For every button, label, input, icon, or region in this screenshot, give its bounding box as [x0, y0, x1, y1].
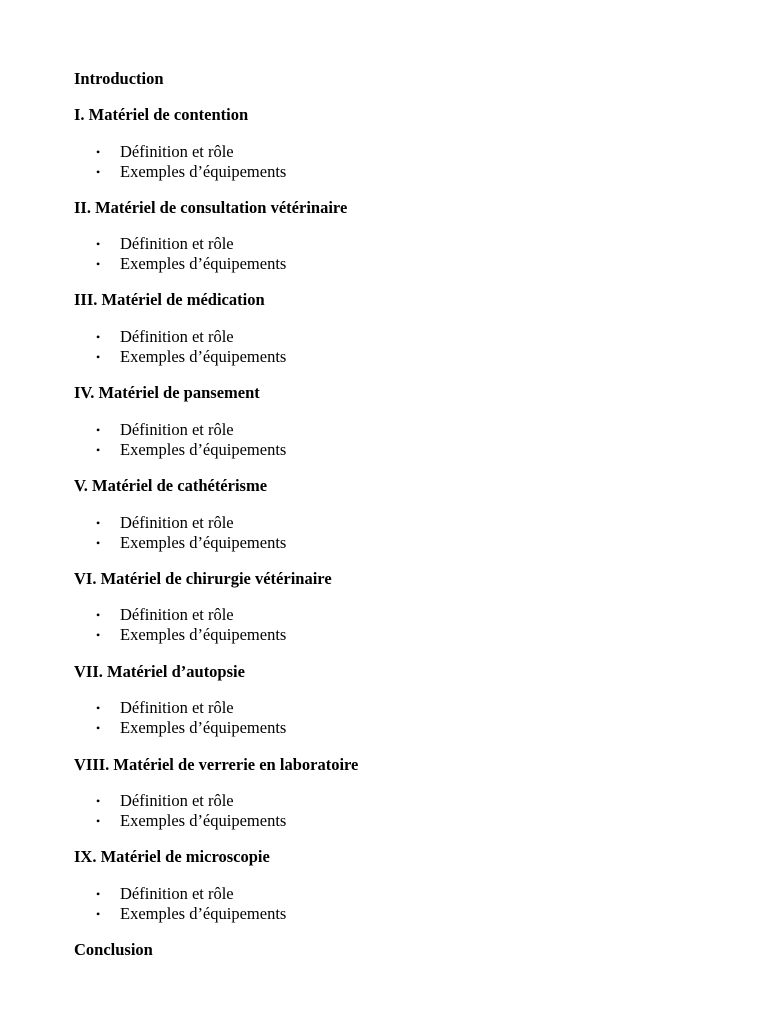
list-item-label: Exemples d’équipements [120, 532, 287, 552]
list-item-label: Définition et rôle [120, 420, 234, 439]
bullet-icon: • [96, 627, 101, 642]
bullet-icon: • [96, 164, 101, 179]
list-item [74, 605, 286, 625]
list-item [74, 420, 286, 440]
bullet-list [74, 605, 286, 644]
bullet-icon: • [96, 887, 101, 901]
bullet-list [74, 698, 286, 737]
bullet-list [74, 234, 286, 273]
bullet-icon: • [96, 535, 101, 550]
bullet-icon: • [96, 794, 101, 808]
list-item-label: Exemples d’équipements [120, 253, 287, 273]
bullet-icon: • [96, 516, 101, 530]
list-item [74, 718, 286, 738]
bullet-list [74, 884, 286, 923]
list-item-label: Définition et rôle [120, 234, 234, 253]
list-item-label: Exemples d’équipements [120, 903, 287, 923]
bullet-list [74, 142, 286, 181]
list-item [74, 347, 286, 367]
bullet-icon: • [96, 906, 101, 921]
list-item-label: Exemples d’équipements [120, 810, 287, 830]
bullet-icon: • [96, 701, 101, 715]
section-heading: II. Matériel de consultation vétérinaire [74, 198, 348, 217]
bullet-icon: • [96, 720, 101, 735]
section-heading: IV. Matériel de pansement [74, 383, 260, 402]
section-heading: V. Matériel de cathétérisme [74, 476, 268, 495]
bullet-icon: • [96, 330, 101, 344]
list-item [74, 142, 286, 162]
list-item-label: Exemples d’équipements [120, 161, 287, 181]
list-item-label: Exemples d’équipements [120, 624, 287, 644]
list-item [74, 234, 286, 254]
section-heading: VIII. Matériel de verrerie en laboratoire [74, 755, 359, 774]
list-item-label: Définition et rôle [120, 327, 234, 346]
list-item [74, 327, 286, 347]
list-item-label: Définition et rôle [120, 698, 234, 717]
list-item-label: Définition et rôle [120, 142, 234, 161]
list-item [74, 904, 286, 924]
list-item [74, 791, 286, 811]
section-heading: VII. Matériel d’autopsie [74, 662, 245, 681]
bullet-list [74, 791, 286, 830]
conclusion-heading: Conclusion [74, 940, 153, 959]
section-heading: IX. Matériel de microscopie [74, 847, 270, 866]
list-item-label: Exemples d’équipements [120, 717, 287, 737]
bullet-icon: • [96, 256, 101, 271]
section-heading: III. Matériel de médication [74, 290, 265, 309]
list-item [74, 162, 286, 182]
bullet-icon: • [96, 608, 101, 622]
bullet-icon: • [96, 442, 101, 457]
list-item [74, 440, 286, 460]
bullet-icon: • [96, 237, 101, 251]
list-item [74, 625, 286, 645]
list-item [74, 533, 286, 553]
bullet-list [74, 420, 286, 459]
intro-heading: Introduction [74, 69, 164, 88]
list-item [74, 884, 286, 904]
list-item-label: Exemples d’équipements [120, 346, 287, 366]
bullet-list [74, 327, 286, 366]
bullet-icon: • [96, 349, 101, 364]
list-item-label: Définition et rôle [120, 513, 234, 532]
bullet-icon: • [96, 423, 101, 437]
section-heading: I. Matériel de contention [74, 105, 249, 124]
list-item [74, 698, 286, 718]
list-item-label: Exemples d’équipements [120, 439, 287, 459]
section-heading: VI. Matériel de chirurgie vétérinaire [74, 569, 332, 588]
list-item [74, 811, 286, 831]
list-item [74, 254, 286, 274]
bullet-icon: • [96, 145, 101, 159]
bullet-icon: • [96, 813, 101, 828]
list-item-label: Définition et rôle [120, 884, 234, 903]
bullet-list [74, 513, 286, 552]
list-item-label: Définition et rôle [120, 791, 234, 810]
list-item [74, 513, 286, 533]
list-item-label: Définition et rôle [120, 605, 234, 624]
